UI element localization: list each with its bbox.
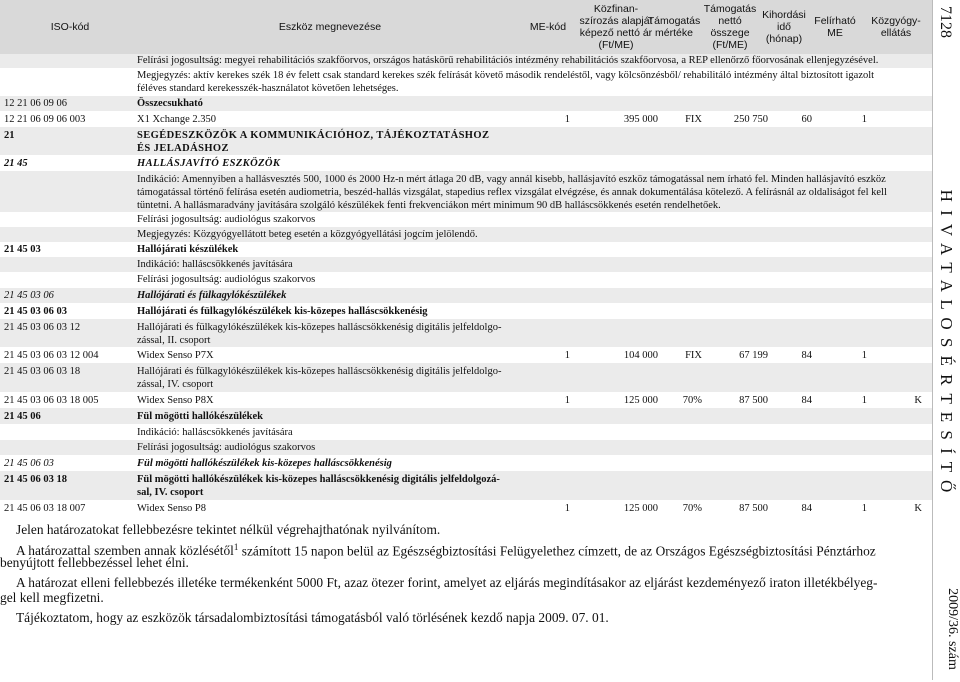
iso-code: 21: [4, 130, 15, 141]
table-row: [0, 272, 932, 287]
net-price: 125 000: [623, 395, 658, 406]
table-row: [0, 455, 932, 471]
table-row: [0, 440, 932, 455]
group-name: Hallójárati és fülkagylókészülékek kis-közepes halláscsökkenésig digitális jelfeldolgo-: [137, 366, 502, 377]
iso-code: 21 45 03: [4, 244, 41, 255]
table-row: [0, 242, 932, 257]
margin-divider: [932, 0, 933, 680]
group-name: zással, IV. csoport: [137, 379, 214, 390]
table-row: [0, 471, 932, 500]
table-row: [0, 227, 932, 242]
prescription-right-note: Felírási jogosultság: audiológus szakorvos: [137, 442, 316, 453]
iso-code: 21 45: [4, 158, 28, 169]
wear-period: 84: [801, 503, 812, 514]
table-header: [0, 0, 932, 54]
me-code: 1: [564, 114, 570, 125]
category-name: SEGÉDESZKÖZÖK A KOMMUNIKÁCIÓHOZ, TÁJÉKOZTATÁSHOZ: [137, 130, 490, 141]
header-wear-period: Kihordási idő (hónap): [762, 9, 806, 45]
product-name: Widex Senso P8: [137, 503, 206, 514]
table-row: [0, 127, 932, 155]
net-price: 125 000: [623, 503, 658, 514]
table-row: [0, 408, 932, 424]
category-name: ÉS JELADÁSHOZ: [137, 143, 229, 154]
me-code: 1: [564, 503, 570, 514]
group-name: sal, IV. csoport: [137, 487, 204, 498]
wear-period: 84: [801, 350, 812, 361]
product-name: X1 Xchange 2.350: [137, 114, 217, 125]
header-device-name: Eszköz megnevezése: [278, 21, 382, 33]
me-code: 1: [564, 395, 570, 406]
group-name: Hallójárati készülékek: [137, 244, 239, 255]
paragraph-deletion-date: Tájékoztatom, hogy az eszközök társadalombiztosítási támogatásból való törlésének kezdő napja 2009. 07. 01.: [16, 610, 609, 625]
table-row: [0, 96, 932, 111]
category-name: HALLÁSJAVÍTÓ ESZKÖZÖK: [137, 158, 281, 169]
net-price: 104 000: [623, 350, 658, 361]
table-row: [0, 424, 932, 440]
group-name: Fül mögötti hallókészülékek kis-közepes halláscsökkenésig digitális jelfeldolgozá-: [137, 474, 500, 485]
wear-period: 84: [801, 395, 812, 406]
remark-line: Megjegyzés: Közgyógyellátott beteg esetén a közgyógyellátási jogcím jelölendő.: [137, 229, 478, 240]
prescription-right-note: Felírási jogosultság: audiológus szakorvos: [137, 214, 316, 225]
table-row: [0, 68, 932, 96]
header-support-rate: Támogatás mértéke: [647, 15, 701, 39]
iso-code: 21 45 06 03 18 007: [4, 503, 86, 514]
prescribable-units: 1: [861, 350, 867, 361]
table-row: [0, 257, 932, 272]
table-row: [0, 111, 932, 127]
indication-line: támogatással történő felírása esetén audiometria, beszéd-hallás vizsgálat, stapedius reflex vizsgálat elvégzése, és annak dokumentálása kötelező. A felírásnál az oldaliságot fel kell: [137, 187, 887, 198]
iso-code: 12 21 06 09 06 003: [4, 114, 86, 125]
product-name: Widex Senso P8X: [137, 395, 214, 406]
support-rate: FIX: [685, 350, 702, 361]
support-rate: 70%: [682, 503, 702, 514]
table-row: [0, 171, 932, 212]
public-health-care-flag: K: [914, 503, 922, 514]
prescription-right-note: Felírási jogosultság: megyei rehabilitációs szakfőorvos, országos hatáskörű rehabilitációs intézmény rehabilitációs szakfőorvosa, a REP ellenőrző főorvosának ellenjegyzésével.: [137, 55, 879, 66]
group-name: Hallójárati és fülkagylókészülékek kis-közepes halláscsökkenésig digitális jelfeldolgo-: [137, 322, 502, 333]
table-row: [0, 363, 932, 392]
group-name: zással, II. csoport: [137, 335, 211, 346]
product-name: Widex Senso P7X: [137, 350, 214, 361]
me-code: 1: [564, 350, 570, 361]
prescribable-units: 1: [861, 114, 867, 125]
paragraph-enforceable: Jelen határozatokat fellebbezésre tekintet nélkül végrehajthatónak nyilvánítom.: [16, 522, 441, 537]
remark-line: Megjegyzés: aktív kerekes szék 18 év felett csak standard kerekes szék felírását követő második rendeléstől, vagy kölcsönzésből/ rehabilitáló intézmény által biztosított igazolt: [137, 70, 875, 81]
group-name: Összecsukható: [137, 98, 203, 109]
table-row: [0, 392, 932, 408]
group-name: Hallójárati és fülkagylókészülékek: [137, 290, 287, 301]
prescribable-units: 1: [861, 503, 867, 514]
header-net-price: Közfinan- szírozás alapját képező nettó ár (Ft/ME): [579, 3, 653, 51]
support-amount: 87 500: [739, 503, 768, 514]
iso-code: 12 21 06 09 06: [4, 98, 67, 109]
iso-code: 21 45 03 06 03 12 004: [4, 350, 99, 361]
iso-code: 21 45 06: [4, 411, 41, 422]
table-row: [0, 156, 932, 171]
header-prescribable-units: Felírható ME: [814, 15, 856, 39]
table-row: [0, 54, 932, 68]
support-amount: 87 500: [739, 395, 768, 406]
table-row: [0, 212, 932, 227]
issue-number: 2009/36. szám: [945, 588, 960, 670]
group-name: Hallójárati és fülkagylókészülékek kis-közepes halláscsökkenésig: [137, 306, 428, 317]
paragraph-fee: A határozat elleni fellebbezés illetéke termékenként 5000 Ft, azaz ötezer forint, amelyet az eljárás megindításakor az eljárást kezdeményező iraton illetékbélyeg-: [16, 575, 878, 590]
iso-code: 21 45 03 06 03 18: [4, 366, 81, 377]
iso-code: 21 45 03 06 03 12: [4, 322, 81, 333]
remark-line: féléves standard kerekesszék-használatot követően lehetséges.: [137, 83, 399, 94]
indication-line: Indikáció: halláscsökkenés javítására: [137, 427, 293, 438]
table-row: [0, 288, 932, 303]
header-public-health-care: Közgyógy- ellátás: [871, 15, 921, 39]
indication-line: Indikáció: halláscsökkenés javítására: [137, 259, 293, 270]
paragraph-fee-cont: gel kell megfizetni.: [0, 590, 104, 605]
header-support-amount: Támogatás nettó összege (Ft/ME): [703, 3, 757, 51]
iso-code: 21 45 03 06 03 18 005: [4, 395, 99, 406]
header-me-code: ME-kód: [529, 21, 567, 33]
indication-line: Indikáció: Amennyiben a hallásvesztés 500, 1000 és 2000 Hz-n mért átlaga 20 dB, vagy annál kisebb, hallásjavító eszköz támogatással nem írható fel. Minden hallásjavító eszköz: [137, 174, 886, 185]
table-row: [0, 319, 932, 347]
table-row: [0, 500, 932, 516]
paragraph-appeal-cont: benyújtott fellebbezéssel lehet élni.: [0, 555, 189, 570]
support-amount: 250 750: [733, 114, 768, 125]
public-health-care-flag: K: [914, 395, 922, 406]
support-rate: 70%: [682, 395, 702, 406]
table-row: [0, 347, 932, 363]
iso-code: 21 45 03 06 03: [4, 306, 67, 317]
wear-period: 60: [801, 114, 812, 125]
prescribable-units: 1: [861, 395, 867, 406]
iso-code: 21 45 06 03 18: [4, 474, 67, 485]
support-amount: 67 199: [739, 350, 768, 361]
iso-code: 21 45 06 03: [4, 458, 54, 469]
paragraph-appeal: A határozattal szemben annak közlésétől$^1$ számított 15 napon belül az Egészségbiztosítási Felügyelethez címzett, de az Országos Egészségbiztosítási Pénztárhoz: [16, 542, 876, 559]
group-name: Fül mögötti hallókészülékek kis-közepes halláscsökkenésig: [137, 458, 392, 469]
journal-title: H I V A T A L O S É R T E S Í T Ő: [937, 189, 956, 495]
prescription-right-note: Felírási jogosultság: audiológus szakorvos: [137, 274, 316, 285]
header-iso-code: ISO-kód: [50, 21, 90, 33]
support-rate: FIX: [685, 114, 702, 125]
iso-code: 21 45 03 06: [4, 290, 54, 301]
group-name: Fül mögötti hallókészülékek: [137, 411, 264, 422]
indication-line: tüntetni. A hallásmaradvány javítására szolgáló készülékek fenti frekvenciákon mért minimum 90 dB halláscsökkenés esetén rendelhetőek.: [137, 200, 721, 211]
page-number: 7128: [937, 6, 954, 38]
net-price: 395 000: [623, 114, 658, 125]
table-row: [0, 304, 932, 319]
